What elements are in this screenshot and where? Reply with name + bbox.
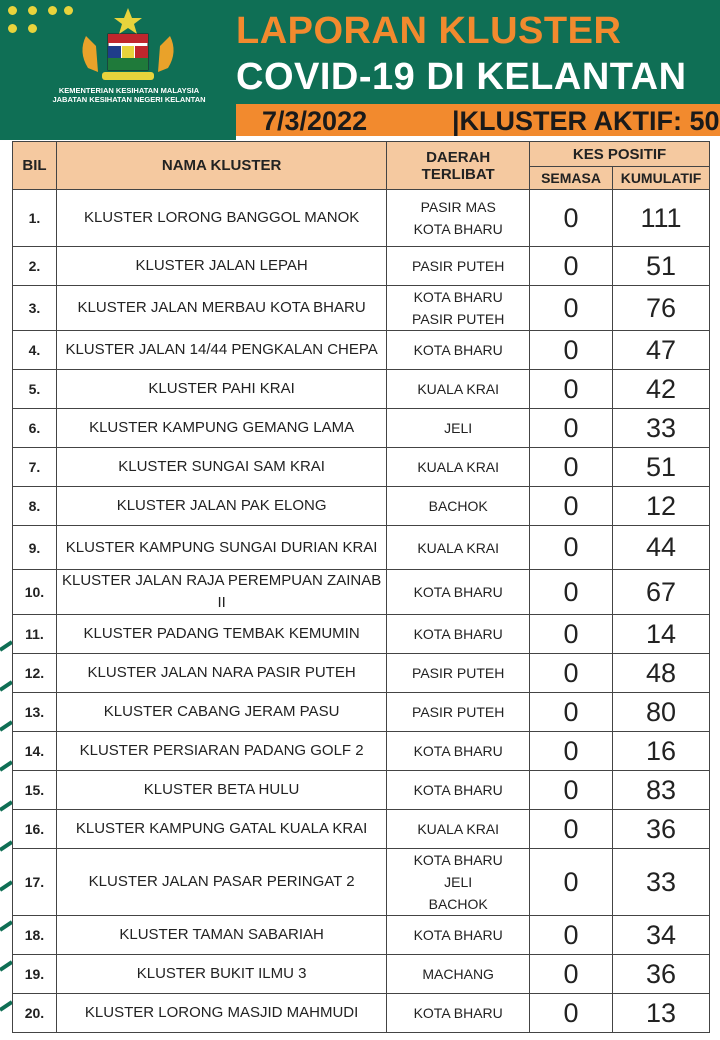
cluster-name: KLUSTER JALAN MERBAU KOTA BHARU: [56, 286, 386, 331]
table-row: [13, 955, 710, 994]
current-cases: 0: [530, 955, 613, 994]
district: [387, 370, 530, 409]
current-cases: 0: [530, 654, 613, 693]
table-row: [13, 526, 710, 570]
district-line: PASIR PUTEH: [412, 665, 505, 681]
current-cases: 0: [530, 190, 613, 247]
cumulative-cases: 34: [613, 916, 710, 955]
table-row: [13, 286, 710, 331]
report-subtitle: COVID-19 DI KELANTAN: [236, 56, 687, 98]
header-semasa: SEMASA: [530, 167, 613, 190]
cluster-name: KLUSTER CABANG JERAM PASU: [56, 693, 386, 732]
current-cases: 0: [530, 286, 613, 331]
district: [387, 570, 530, 615]
cluster-table: [12, 141, 710, 1033]
cumulative-cases: 51: [613, 247, 710, 286]
table-row: [13, 849, 710, 916]
district: [387, 526, 530, 570]
cumulative-cases: 33: [613, 409, 710, 448]
current-cases: 0: [530, 849, 613, 916]
row-bil: 18.: [13, 916, 57, 955]
cluster-name: KLUSTER TAMAN SABARIAH: [56, 916, 386, 955]
row-bil: 10.: [13, 570, 57, 615]
malaysia-coat-of-arms-icon: [72, 6, 184, 84]
district: [387, 190, 530, 247]
cluster-name: KLUSTER JALAN PAK ELONG: [56, 487, 386, 526]
district-line: PASIR PUTEH: [412, 704, 505, 720]
district-line: KOTA BHARU: [413, 782, 503, 798]
district: [387, 916, 530, 955]
cumulative-cases: 76: [613, 286, 710, 331]
district: [387, 409, 530, 448]
cumulative-cases: 67: [613, 570, 710, 615]
row-bil: 8.: [13, 487, 57, 526]
cumulative-cases: 16: [613, 732, 710, 771]
row-bil: 16.: [13, 810, 57, 849]
district-line: KOTA BHARU: [413, 927, 503, 943]
table-row: [13, 370, 710, 409]
cluster-name: KLUSTER PADANG TEMBAK KEMUMIN: [56, 615, 386, 654]
cluster-name: KLUSTER KAMPUNG GEMANG LAMA: [56, 409, 386, 448]
row-bil: 13.: [13, 693, 57, 732]
cluster-name: KLUSTER SUNGAI SAM KRAI: [56, 448, 386, 487]
row-bil: 17.: [13, 849, 57, 916]
header-daerah-line1: DAERAH: [426, 148, 491, 166]
row-bil: 9.: [13, 526, 57, 570]
row-bil: 11.: [13, 615, 57, 654]
district-line: KUALA KRAI: [417, 381, 500, 397]
row-bil: 14.: [13, 732, 57, 771]
cluster-name: KLUSTER JALAN NARA PASIR PUTEH: [56, 654, 386, 693]
current-cases: 0: [530, 810, 613, 849]
district-line: KUALA KRAI: [417, 821, 500, 837]
current-cases: 0: [530, 615, 613, 654]
current-cases: 0: [530, 487, 613, 526]
table-row: [13, 654, 710, 693]
district-line: KOTA BHARU: [413, 342, 503, 358]
district: [387, 448, 530, 487]
cluster-name: KLUSTER JALAN 14/44 PENGKALAN CHEPA: [56, 331, 386, 370]
district-line: KOTA BHARU: [413, 626, 503, 642]
district: [387, 247, 530, 286]
district: [387, 487, 530, 526]
table-row: [13, 247, 710, 286]
district-line: KOTA BHARU: [413, 852, 503, 868]
cumulative-cases: 48: [613, 654, 710, 693]
district: [387, 955, 530, 994]
cumulative-cases: 47: [613, 331, 710, 370]
cluster-name: KLUSTER LORONG BANGGOL MANOK: [56, 190, 386, 247]
district-line: MACHANG: [422, 966, 494, 982]
ministry-line-1: KEMENTERIAN KESIHATAN MALAYSIA: [58, 86, 200, 95]
district: [387, 849, 530, 916]
district-line: BACHOK: [428, 498, 488, 514]
current-cases: 0: [530, 247, 613, 286]
district: [387, 331, 530, 370]
row-bil: 7.: [13, 448, 57, 487]
cumulative-cases: 42: [613, 370, 710, 409]
cluster-name: KLUSTER PERSIARAN PADANG GOLF 2: [56, 732, 386, 771]
cumulative-cases: 33: [613, 849, 710, 916]
district-line: JELI: [444, 420, 473, 436]
ministry-line-2: JABATAN KESIHATAN NEGERI KELANTAN: [52, 95, 206, 104]
header-kes-positif: KES POSITIF: [530, 142, 710, 167]
current-cases: 0: [530, 693, 613, 732]
ministry-name: [40, 86, 218, 104]
cluster-name: KLUSTER BETA HULU: [56, 771, 386, 810]
cluster-name: KLUSTER LORONG MASJID MAHMUDI: [56, 994, 386, 1033]
header-daerah-line2: TERLIBAT: [421, 165, 495, 183]
cumulative-cases: 111: [613, 190, 710, 247]
cumulative-cases: 14: [613, 615, 710, 654]
cluster-name: KLUSTER KAMPUNG GATAL KUALA KRAI: [56, 810, 386, 849]
district: [387, 810, 530, 849]
row-bil: 12.: [13, 654, 57, 693]
table-row: [13, 994, 710, 1033]
active-cluster-count: |KLUSTER AKTIF: 50: [452, 106, 720, 136]
current-cases: 0: [530, 331, 613, 370]
table-row: [13, 771, 710, 810]
table-row: [13, 732, 710, 771]
cluster-name: KLUSTER JALAN PASAR PERINGAT 2: [56, 849, 386, 916]
district: [387, 771, 530, 810]
cumulative-cases: 12: [613, 487, 710, 526]
district: [387, 286, 530, 331]
current-cases: 0: [530, 370, 613, 409]
current-cases: 0: [530, 771, 613, 810]
cumulative-cases: 36: [613, 955, 710, 994]
current-cases: 0: [530, 916, 613, 955]
district-line: KUALA KRAI: [417, 539, 500, 556]
row-bil: 15.: [13, 771, 57, 810]
cumulative-cases: 83: [613, 771, 710, 810]
header-daerah: [387, 142, 530, 190]
cumulative-cases: 44: [613, 526, 710, 570]
district: [387, 994, 530, 1033]
report-header: [0, 0, 720, 140]
current-cases: 0: [530, 732, 613, 771]
cluster-name: KLUSTER JALAN LEPAH: [56, 247, 386, 286]
table-row: [13, 693, 710, 732]
row-bil: 3.: [13, 286, 57, 331]
table-row: [13, 448, 710, 487]
district-line: JELI: [444, 874, 473, 890]
row-bil: 20.: [13, 994, 57, 1033]
current-cases: 0: [530, 994, 613, 1033]
report-date: 7/3/2022: [262, 106, 368, 136]
district-line: KOTA BHARU: [413, 1005, 503, 1021]
table-row: [13, 487, 710, 526]
table-row: [13, 916, 710, 955]
header-green-band-lower: [0, 118, 236, 140]
table-row: [13, 570, 710, 615]
cluster-table-body: [13, 190, 710, 1033]
cumulative-cases: 51: [613, 448, 710, 487]
district: [387, 693, 530, 732]
table-row: [13, 409, 710, 448]
district-line: KOTA BHARU: [413, 221, 503, 237]
district-line: KOTA BHARU: [413, 289, 503, 305]
district-line: BACHOK: [428, 896, 488, 912]
district-line: KOTA BHARU: [413, 743, 503, 759]
district-line: PASIR PUTEH: [412, 258, 505, 274]
cluster-name: KLUSTER JALAN RAJA PEREMPUAN ZAINAB II: [56, 570, 386, 615]
row-bil: 4.: [13, 331, 57, 370]
district: [387, 732, 530, 771]
cumulative-cases: 80: [613, 693, 710, 732]
header-kumulatif: KUMULATIF: [613, 167, 710, 190]
table-row: [13, 190, 710, 247]
district-line: PASIR MAS: [420, 199, 496, 215]
table-row: [13, 615, 710, 654]
current-cases: 0: [530, 409, 613, 448]
row-bil: 5.: [13, 370, 57, 409]
row-bil: 6.: [13, 409, 57, 448]
current-cases: 0: [530, 526, 613, 570]
current-cases: 0: [530, 448, 613, 487]
district-line: PASIR PUTEH: [412, 311, 505, 327]
row-bil: 1.: [13, 190, 57, 247]
table-row: [13, 331, 710, 370]
cumulative-cases: 36: [613, 810, 710, 849]
header-nama-kluster: NAMA KLUSTER: [56, 142, 386, 190]
district-line: KOTA BHARU: [413, 584, 503, 600]
row-bil: 2.: [13, 247, 57, 286]
district: [387, 654, 530, 693]
row-bil: 19.: [13, 955, 57, 994]
current-cases: 0: [530, 570, 613, 615]
table-row: [13, 810, 710, 849]
cluster-name: KLUSTER KAMPUNG SUNGAI DURIAN KRAI: [56, 526, 386, 570]
district-line: KUALA KRAI: [417, 459, 500, 475]
district: [387, 615, 530, 654]
cumulative-cases: 13: [613, 994, 710, 1033]
header-bil: BIL: [13, 142, 57, 190]
report-title: LAPORAN KLUSTER: [236, 10, 622, 52]
cluster-name: KLUSTER BUKIT ILMU 3: [56, 955, 386, 994]
cluster-name: KLUSTER PAHI KRAI: [56, 370, 386, 409]
